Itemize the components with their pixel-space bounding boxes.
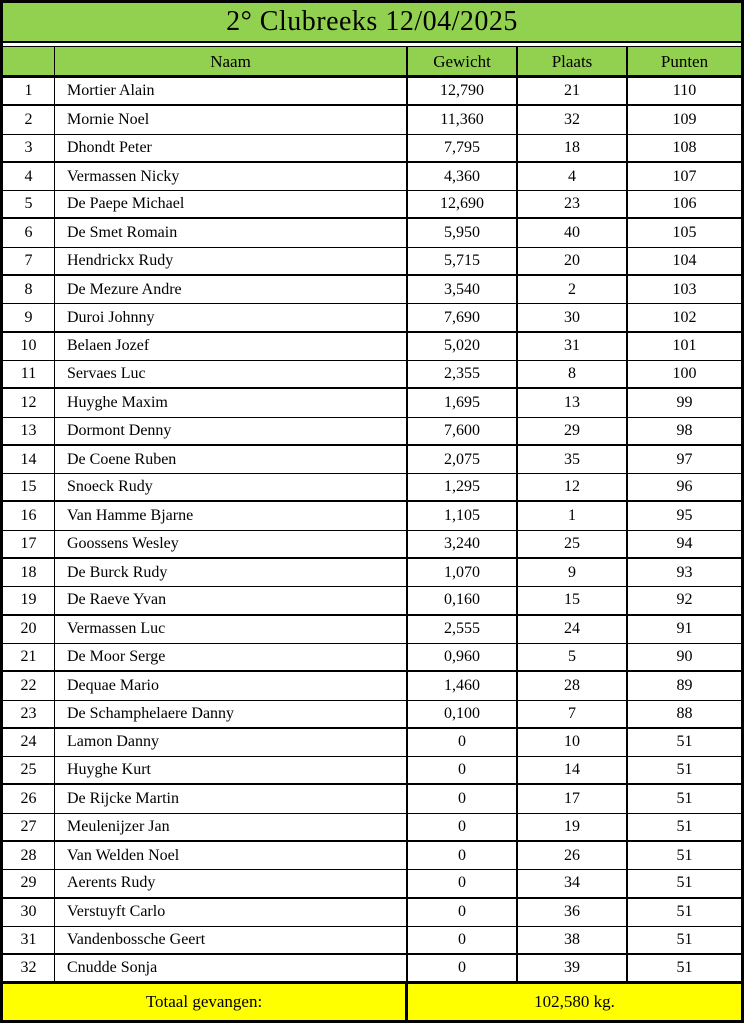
weight-cell: 2,355 [408, 361, 518, 389]
place-cell: 35 [518, 446, 628, 474]
weight-cell: 0 [408, 927, 518, 955]
place-cell: 34 [518, 870, 628, 898]
header-punten: Punten [628, 46, 741, 78]
rank-cell: 23 [3, 701, 55, 729]
weight-cell: 0 [408, 785, 518, 813]
points-cell: 99 [628, 389, 741, 417]
name-cell: Belaen Jozef [55, 333, 408, 361]
name-cell: Meulenijzer Jan [55, 814, 408, 842]
place-cell: 36 [518, 899, 628, 927]
points-cell: 51 [628, 842, 741, 870]
place-cell: 29 [518, 418, 628, 446]
rank-cell: 24 [3, 729, 55, 757]
rank-cell: 31 [3, 927, 55, 955]
name-cell: Hendrickx Rudy [55, 248, 408, 276]
points-cell: 94 [628, 531, 741, 559]
name-cell: De Schamphelaere Danny [55, 701, 408, 729]
weight-cell: 0 [408, 899, 518, 927]
rank-cell: 12 [3, 389, 55, 417]
place-cell: 39 [518, 955, 628, 983]
name-cell: Vermassen Luc [55, 616, 408, 644]
rank-cell: 21 [3, 644, 55, 672]
rank-cell: 11 [3, 361, 55, 389]
rank-cell: 19 [3, 587, 55, 615]
name-cell: Snoeck Rudy [55, 474, 408, 502]
weight-cell: 5,950 [408, 219, 518, 247]
name-cell: Dormont Denny [55, 418, 408, 446]
place-cell: 40 [518, 219, 628, 247]
weight-cell: 7,600 [408, 418, 518, 446]
points-cell: 90 [628, 644, 741, 672]
points-cell: 101 [628, 333, 741, 361]
points-cell: 95 [628, 502, 741, 530]
points-cell: 51 [628, 729, 741, 757]
rank-cell: 25 [3, 757, 55, 785]
weight-cell: 3,240 [408, 531, 518, 559]
points-cell: 104 [628, 248, 741, 276]
name-cell: Cnudde Sonja [55, 955, 408, 983]
weight-cell: 0,160 [408, 587, 518, 615]
weight-cell: 1,295 [408, 474, 518, 502]
points-cell: 105 [628, 219, 741, 247]
name-cell: Lamon Danny [55, 729, 408, 757]
place-cell: 38 [518, 927, 628, 955]
name-cell: De Smet Romain [55, 219, 408, 247]
points-cell: 51 [628, 955, 741, 983]
points-cell: 89 [628, 672, 741, 700]
rank-cell: 3 [3, 135, 55, 163]
points-cell: 98 [628, 418, 741, 446]
header-plaats: Plaats [518, 46, 628, 78]
rank-cell: 17 [3, 531, 55, 559]
weight-cell: 0 [408, 842, 518, 870]
name-cell: Van Welden Noel [55, 842, 408, 870]
rank-cell: 30 [3, 899, 55, 927]
place-cell: 9 [518, 559, 628, 587]
name-cell: De Mezure Andre [55, 276, 408, 304]
results-table [3, 46, 741, 1020]
weight-cell: 1,460 [408, 672, 518, 700]
name-cell: Vandenbossche Geert [55, 927, 408, 955]
points-cell: 88 [628, 701, 741, 729]
name-cell: Huyghe Maxim [55, 389, 408, 417]
weight-cell: 0,960 [408, 644, 518, 672]
header-naam: Naam [55, 46, 408, 78]
place-cell: 28 [518, 672, 628, 700]
name-cell: De Coene Ruben [55, 446, 408, 474]
rank-cell: 32 [3, 955, 55, 983]
rank-cell: 16 [3, 502, 55, 530]
rank-cell: 13 [3, 418, 55, 446]
rank-cell: 4 [3, 163, 55, 191]
name-cell: Verstuyft Carlo [55, 899, 408, 927]
name-cell: Dequae Mario [55, 672, 408, 700]
name-cell: De Burck Rudy [55, 559, 408, 587]
rank-cell: 20 [3, 616, 55, 644]
place-cell: 20 [518, 248, 628, 276]
rank-cell: 22 [3, 672, 55, 700]
weight-cell: 11,360 [408, 106, 518, 134]
weight-cell: 0,100 [408, 701, 518, 729]
rank-cell: 15 [3, 474, 55, 502]
points-cell: 51 [628, 870, 741, 898]
place-cell: 17 [518, 785, 628, 813]
weight-cell: 2,075 [408, 446, 518, 474]
rank-cell: 7 [3, 248, 55, 276]
place-cell: 5 [518, 644, 628, 672]
points-cell: 51 [628, 814, 741, 842]
rank-cell: 8 [3, 276, 55, 304]
name-cell: Dhondt Peter [55, 135, 408, 163]
place-cell: 2 [518, 276, 628, 304]
points-cell: 51 [628, 757, 741, 785]
rank-cell: 26 [3, 785, 55, 813]
name-cell: De Moor Serge [55, 644, 408, 672]
weight-cell: 1,070 [408, 559, 518, 587]
place-cell: 18 [518, 135, 628, 163]
name-cell: De Rijcke Martin [55, 785, 408, 813]
place-cell: 13 [518, 389, 628, 417]
page-title: 2° Clubreeks 12/04/2025 [3, 3, 741, 43]
place-cell: 30 [518, 304, 628, 332]
name-cell: Duroi Johnny [55, 304, 408, 332]
rank-cell: 27 [3, 814, 55, 842]
place-cell: 15 [518, 587, 628, 615]
name-cell: Van Hamme Bjarne [55, 502, 408, 530]
place-cell: 7 [518, 701, 628, 729]
points-cell: 110 [628, 78, 741, 106]
rank-cell: 29 [3, 870, 55, 898]
weight-cell: 12,690 [408, 191, 518, 219]
rank-cell: 10 [3, 333, 55, 361]
place-cell: 19 [518, 814, 628, 842]
weight-cell: 4,360 [408, 163, 518, 191]
points-cell: 97 [628, 446, 741, 474]
weight-cell: 12,790 [408, 78, 518, 106]
points-cell: 109 [628, 106, 741, 134]
rank-cell: 1 [3, 78, 55, 106]
name-cell: De Paepe Michael [55, 191, 408, 219]
rank-cell: 18 [3, 559, 55, 587]
points-cell: 51 [628, 785, 741, 813]
points-cell: 108 [628, 135, 741, 163]
place-cell: 1 [518, 502, 628, 530]
weight-cell: 1,695 [408, 389, 518, 417]
points-cell: 106 [628, 191, 741, 219]
place-cell: 4 [518, 163, 628, 191]
rank-cell: 9 [3, 304, 55, 332]
total-label: Totaal gevangen: [3, 984, 408, 1020]
points-cell: 91 [628, 616, 741, 644]
weight-cell: 5,020 [408, 333, 518, 361]
place-cell: 25 [518, 531, 628, 559]
name-cell: Aerents Rudy [55, 870, 408, 898]
name-cell: De Raeve Yvan [55, 587, 408, 615]
name-cell: Vermassen Nicky [55, 163, 408, 191]
weight-cell: 7,795 [408, 135, 518, 163]
place-cell: 32 [518, 106, 628, 134]
place-cell: 10 [518, 729, 628, 757]
points-cell: 96 [628, 474, 741, 502]
place-cell: 26 [518, 842, 628, 870]
rank-cell: 5 [3, 191, 55, 219]
name-cell: Mornie Noel [55, 106, 408, 134]
rank-cell: 28 [3, 842, 55, 870]
header-gewicht: Gewicht [408, 46, 518, 78]
points-cell: 107 [628, 163, 741, 191]
points-cell: 51 [628, 927, 741, 955]
points-cell: 103 [628, 276, 741, 304]
points-cell: 51 [628, 899, 741, 927]
place-cell: 12 [518, 474, 628, 502]
weight-cell: 7,690 [408, 304, 518, 332]
weight-cell: 5,715 [408, 248, 518, 276]
place-cell: 14 [518, 757, 628, 785]
points-cell: 93 [628, 559, 741, 587]
weight-cell: 2,555 [408, 616, 518, 644]
weight-cell: 1,105 [408, 502, 518, 530]
total-value: 102,580 kg. [408, 984, 741, 1020]
points-cell: 92 [628, 587, 741, 615]
name-cell: Mortier Alain [55, 78, 408, 106]
header-rank [3, 46, 55, 78]
place-cell: 8 [518, 361, 628, 389]
name-cell: Servaes Luc [55, 361, 408, 389]
place-cell: 31 [518, 333, 628, 361]
weight-cell: 3,540 [408, 276, 518, 304]
weight-cell: 0 [408, 955, 518, 983]
points-cell: 102 [628, 304, 741, 332]
name-cell: Huyghe Kurt [55, 757, 408, 785]
place-cell: 21 [518, 78, 628, 106]
weight-cell: 0 [408, 870, 518, 898]
points-cell: 100 [628, 361, 741, 389]
weight-cell: 0 [408, 729, 518, 757]
rank-cell: 14 [3, 446, 55, 474]
rank-cell: 2 [3, 106, 55, 134]
weight-cell: 0 [408, 814, 518, 842]
name-cell: Goossens Wesley [55, 531, 408, 559]
place-cell: 24 [518, 616, 628, 644]
rank-cell: 6 [3, 219, 55, 247]
place-cell: 23 [518, 191, 628, 219]
weight-cell: 0 [408, 757, 518, 785]
